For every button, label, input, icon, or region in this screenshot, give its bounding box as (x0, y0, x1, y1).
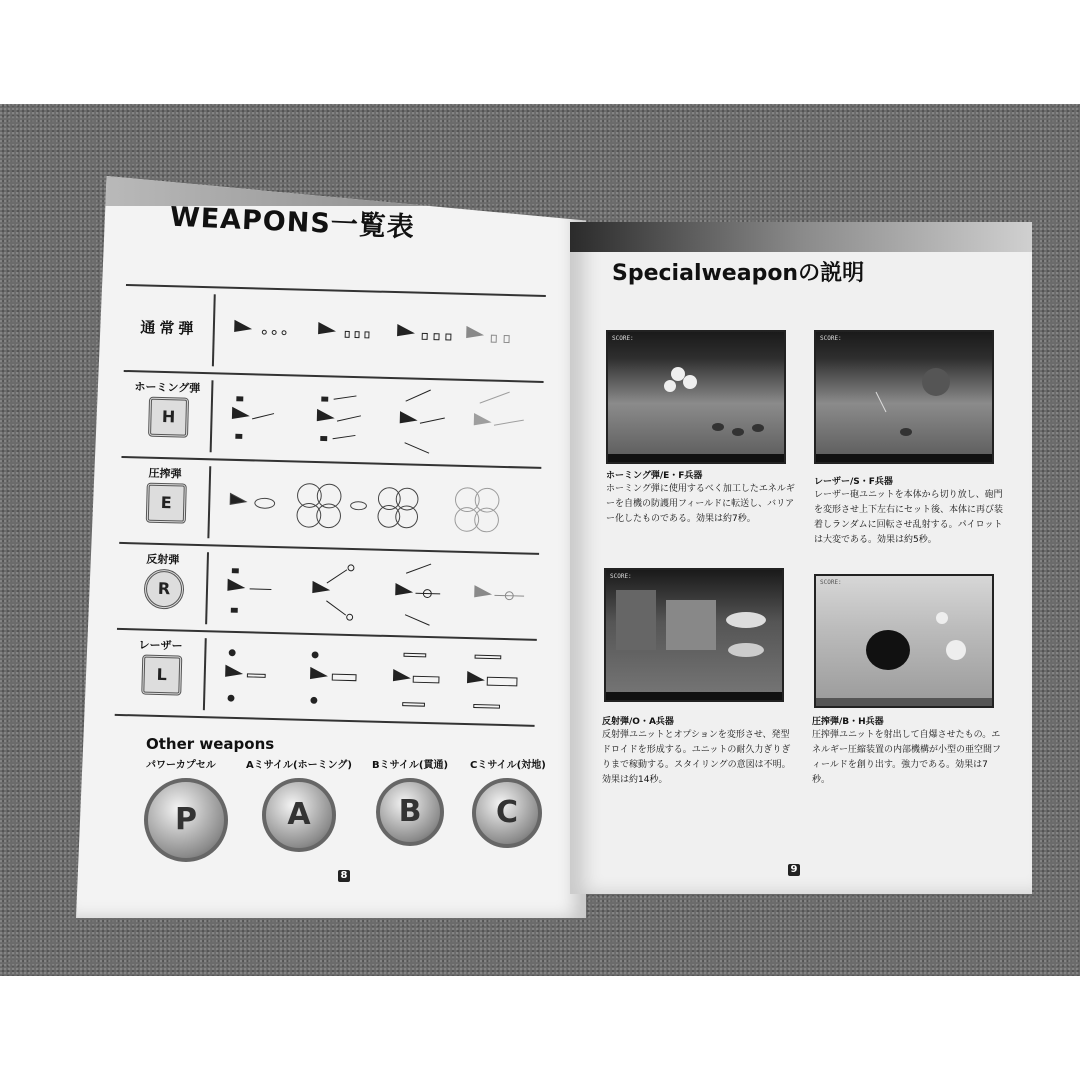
c-missile-icon: C (472, 778, 542, 848)
card-body-reflect: 反射弾ユニットとオプションを変形させ、発型ドロイドを形成する。ユニットの耐久力ぎりぎりまで稼動する。スタイリングの意図は不明。効果は約14秒。 (602, 730, 791, 785)
right-page (570, 222, 1032, 894)
card-title-homing: ホーミング弾/E・F兵器 (606, 471, 703, 481)
weapon-label-laser: レーザー (138, 638, 183, 653)
screenshot-laser-sf: SCORE: (814, 330, 994, 464)
weapon-levels-normal (224, 297, 542, 374)
screenshot-compressed-bh: SCORE: (814, 574, 994, 708)
compressed-badge-icon: E (146, 483, 187, 524)
weapon-row-homing (121, 372, 543, 469)
right-page-header-band (570, 222, 1032, 252)
card-title-compressed: 圧搾弾/B・H兵器 (812, 717, 884, 727)
c-missile-label: Cミサイル(対地) (470, 760, 546, 771)
screenshot-scene (816, 576, 992, 696)
special-weapon-title: Specialweaponの説明 (612, 261, 865, 286)
weapon-label-homing: ホーミング弾 (134, 380, 201, 395)
screenshot-scene (606, 570, 782, 690)
screenshot-reflect-oa: SCORE: (604, 568, 784, 702)
weapon-levels-laser (215, 640, 533, 717)
b-missile-label: Bミサイル(貫通) (372, 760, 449, 771)
a-missile-label: Aミサイル(ホーミング) (246, 760, 352, 771)
b-missile-icon: B (376, 778, 444, 846)
card-title-laser: レーザー/S・F兵器 (814, 477, 893, 487)
weapon-row-reflect (117, 544, 539, 641)
screenshot-homing-ef: SCORE: (606, 330, 786, 464)
screenshot-scene (816, 332, 992, 452)
weapon-label-reflect: 反射弾 (146, 552, 180, 567)
a-missile-icon: A (262, 778, 336, 852)
weapon-levels-compressed (219, 469, 537, 546)
weapon-row-normal (124, 286, 546, 383)
other-weapons-title: Other weapons (146, 735, 275, 753)
left-page-number: 8 (338, 870, 350, 882)
reflect-badge-icon: R (144, 569, 185, 610)
homing-badge-icon: H (148, 397, 189, 438)
weapon-levels-reflect (217, 555, 535, 632)
weapons-table-title: WEAPONS一覧表 (169, 201, 416, 244)
weapon-label-normal: 通常弾 (140, 318, 198, 338)
card-body-laser: レーザー砲ユニットを本体から切り放し、砲門を変形させ上下左右にセット後、本体に再び装着しランダムに回転させ乱射する。パイロットは大変である。効果は約5秒。 (814, 490, 1004, 545)
weapon-label-compressed: 圧搾弾 (148, 466, 182, 481)
card-body-homing: ホーミング弾に使用するべく加工したエネルギーを自機の防護用フィールドに転送し、バリアー化したものである。効果は約7秒。 (606, 484, 795, 524)
weapons-table (115, 284, 546, 727)
weapon-levels-homing (222, 383, 540, 460)
card-body-compressed: 圧搾弾ユニットを射出して自爆させたもの。エネルギー圧縮装置の内部機構が小型の亜空間フィールドを創り出す。強力である。効果は7秒。 (812, 730, 1002, 785)
card-title-reflect: 反射弾/O・A兵器 (602, 717, 674, 727)
weapon-row-laser (115, 630, 537, 727)
laser-badge-icon: L (141, 655, 182, 696)
power-capsule-icon: P (144, 778, 228, 862)
screenshot-scene (608, 332, 784, 452)
power-capsule-label: パワーカプセル (146, 760, 216, 771)
right-page-number: 9 (788, 864, 800, 876)
weapon-row-compressed (119, 458, 541, 555)
